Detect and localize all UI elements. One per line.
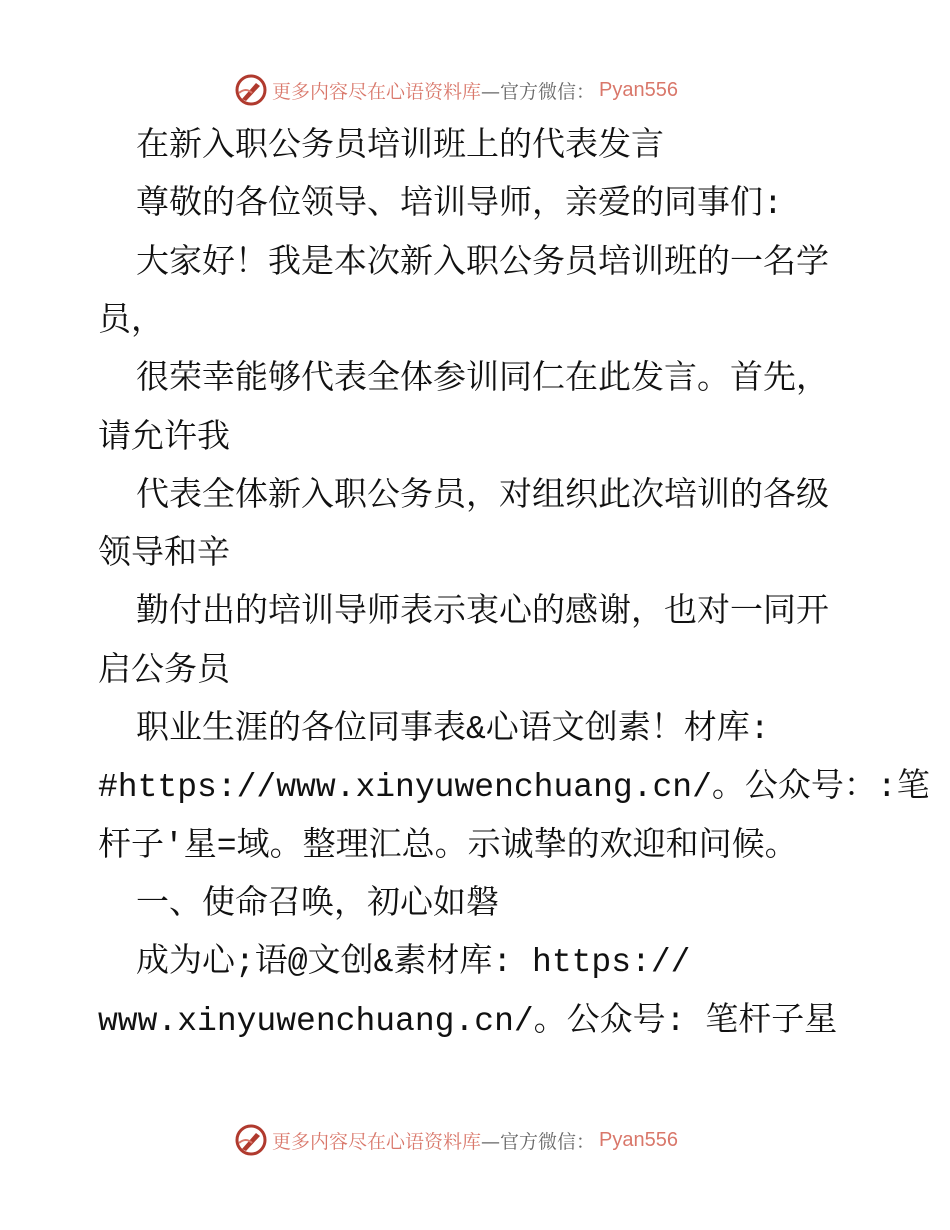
text-line: 在新入职公务员培训班上的代表发言 [136, 128, 664, 165]
text-line: 请允许我 [98, 419, 230, 457]
footer-watermark [234, 1122, 678, 1158]
text-line: 代表全体新入职公务员，对组织此次培训的各级 [136, 477, 829, 515]
text-line: 领导和辛 [98, 536, 230, 574]
text-line: 成为心;语@文创&素材库: https:// [136, 944, 691, 982]
watermark-label: —官方微信： [481, 80, 596, 103]
text-line: 一、使命召唤，初心如磐 [136, 885, 499, 923]
watermark-text: 更多内容尽在心语资料库 [272, 1130, 482, 1153]
text-line: #https://www.xinyuwenchuang.cn/。公众号：:笔 [98, 769, 930, 807]
watermark-label: —官方微信： [481, 1130, 596, 1153]
text-line: 尊敬的各位领导、培训导师，亲爱的同事们: [136, 186, 783, 224]
wechat-id: Pyan556 [599, 1128, 678, 1151]
pen-logo-icon [234, 1123, 268, 1157]
text-line: 大家好！我是本次新入职公务员培训班的一名学 [136, 244, 829, 282]
text-line: 职业生涯的各位同事表&心语文创素！材库: [136, 711, 770, 748]
text-line: 很荣幸能够代表全体参训同仁在此发言。首先， [136, 361, 829, 399]
header-watermark [234, 72, 678, 108]
pen-logo-icon [234, 73, 268, 107]
text-line: 启公务员 [98, 652, 230, 690]
text-line: 杆子′星=域。整理汇总。示诚挚的欢迎和问候。 [98, 827, 798, 865]
wechat-id: Pyan556 [599, 78, 678, 101]
text-line: 勤付出的培训导师表示衷心的感谢，也对一同开 [136, 594, 829, 632]
text-line: 员， [98, 302, 164, 340]
text-line: www.xinyuwenchuang.cn/。公众号: 笔杆子星 [98, 1002, 838, 1040]
watermark-text: 更多内容尽在心语资料库 [272, 80, 482, 103]
